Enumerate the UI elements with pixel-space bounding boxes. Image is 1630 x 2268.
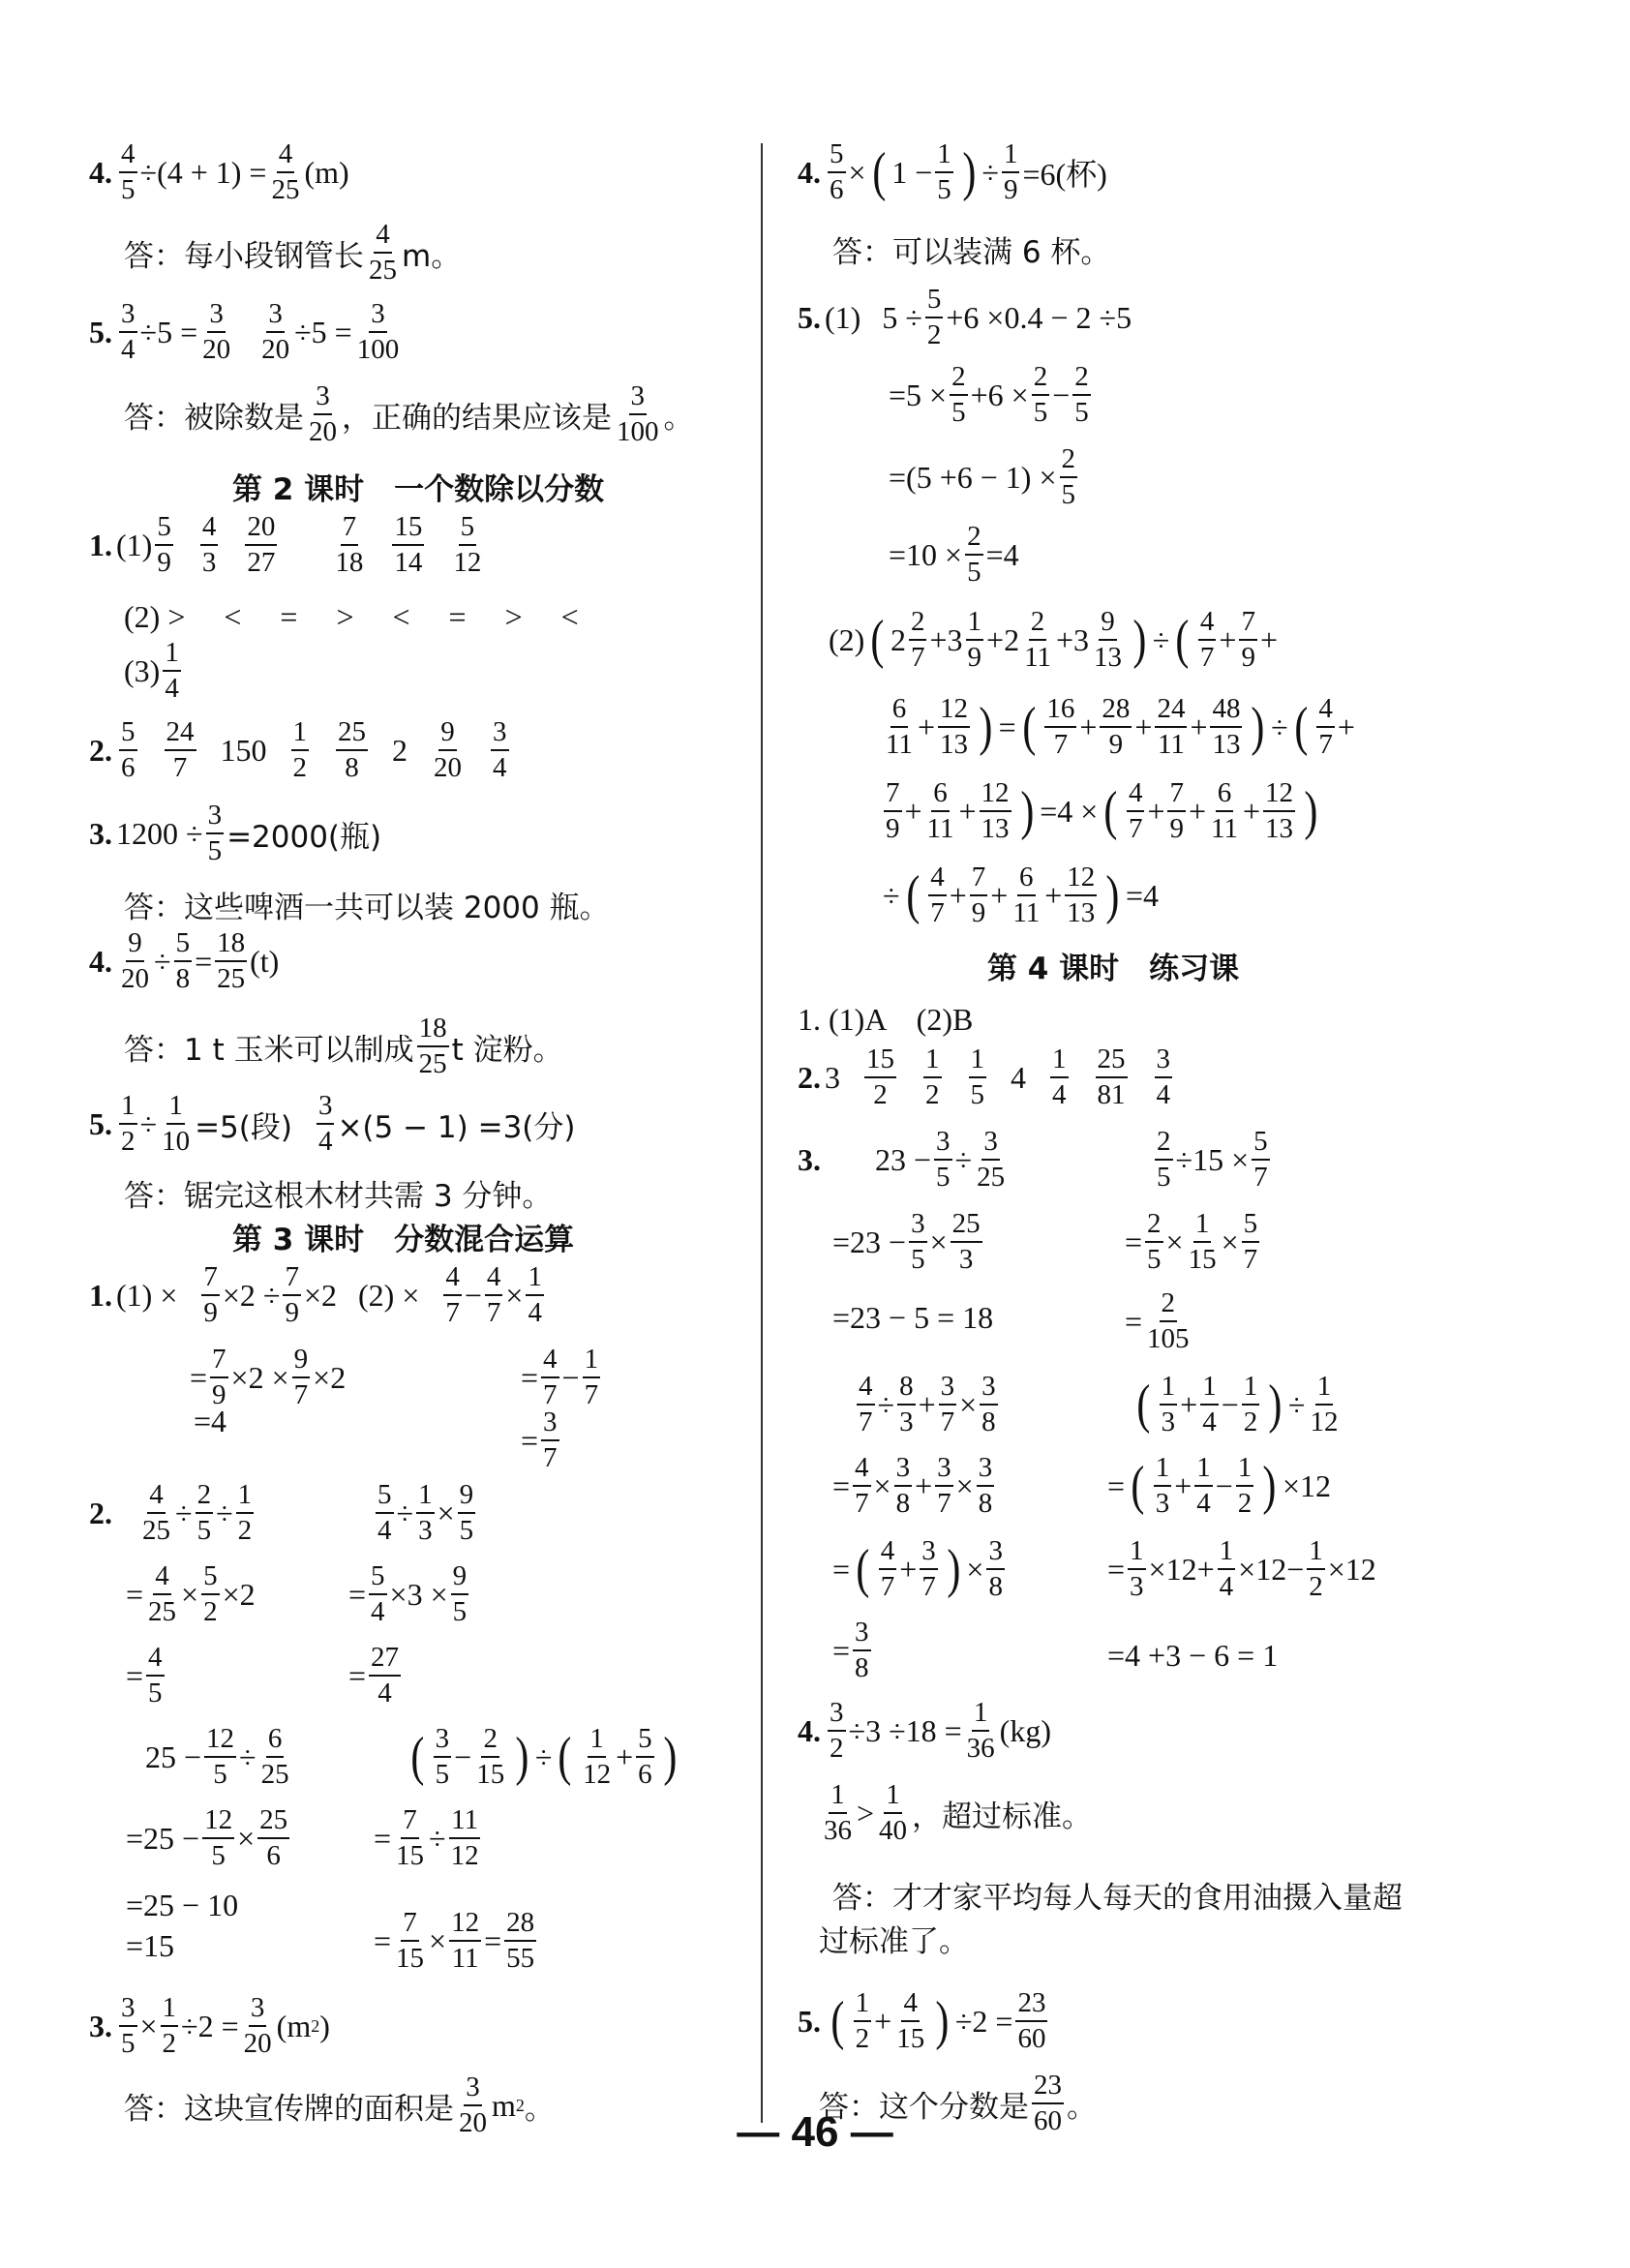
- l3-answer-2d-step1: = $\frac{7}{15}$ ÷ $\frac{11}{12}$: [374, 1804, 479, 1871]
- l4-answer-2: 2. 3 $\frac{15}{2}$ $\frac{1}{2}$ $\frac{1}{5}$ 4 $\frac{1}{4}$ $\frac{25}{81}$ $\frac{3}{4}$: [798, 1043, 1170, 1110]
- l3-answer-2c-step1: =25 − $\frac{12}{5}$ × $\frac{25}{6}$: [126, 1804, 288, 1871]
- l3-answer-2a-step1: = $\frac{4}{25}$ × $\frac{5}{2}$ ×2: [126, 1560, 256, 1627]
- l3-answer-3: 3. $\frac{3}{5}$ × $\frac{1}{2}$ ÷2 = $\frac{3}{20}$ (m 2 ): [89, 1992, 330, 2059]
- l3-answer-1: 1. (1) × $\frac{7}{9}$ ×2 ÷ $\frac{7}{9}$ ×2 (2) × $\frac{4}{7}$ − $\frac{4}{7}$ × $\frac{1}{4}$: [89, 1261, 542, 1328]
- l4-answer-4: 4. $\frac{3}{2}$ ÷3 ÷18 = $\frac{1}{36}$ (kg): [798, 1697, 1051, 1764]
- answer-5: 5. $\frac{3}{4}$ ÷5 = $\frac{3}{20}$ $\frac{3}{20}$ ÷5 = $\frac{3}{100}$: [89, 298, 400, 365]
- l4-answer-5-text: 答：这个分数是 $\frac{23}{60}$ 。: [819, 2070, 1097, 2136]
- l2-answer-3-text: 答：这些啤酒一共可以装 2000 瓶。: [124, 891, 610, 925]
- r-answer-5-2: (2) ( 2 $\frac{2}{7}$ +3 $\frac{1}{9}$ +2 $\frac{2}{11}$ +3 $\frac{9}{13}$ ) ÷ ( $\frac{4}{7}$ + $\frac{7}{9}$ +: [829, 606, 1279, 673]
- l2-answer-3: 3. 1200 ÷ $\frac{3}{5}$ =2000(瓶): [89, 800, 382, 866]
- l4-answer-3a-step2: =23 − 5 = 18: [832, 1300, 994, 1335]
- l4-answer-3d-step2: = $\frac{1}{3}$ ×12+ $\frac{1}{4}$ ×12− $\frac{1}{2}$ ×12: [1107, 1535, 1376, 1602]
- r-answer-5-1: 5. (1) 5 ÷ $\frac{5}{2}$ +6 ×0.4 − 2 ÷5: [798, 284, 1132, 350]
- l2-answer-4: 4. $\frac{9}{20}$ ÷ $\frac{5}{8}$ = $\frac{18}{25}$ (t): [89, 927, 280, 994]
- l3-answer-2b-step2: = $\frac{27}{4}$: [348, 1642, 400, 1709]
- l3-answer-1-step2: =4: [194, 1404, 227, 1438]
- l4-answer-3c-step1: = $\frac{4}{7}$ × $\frac{3}{8}$ + $\frac{3}{7}$ × $\frac{3}{8}$: [832, 1452, 993, 1519]
- r-answer-5-1-step1: =5 × $\frac{2}{5}$ +6 × $\frac{2}{5}$ − $\frac{2}{5}$: [889, 361, 1089, 428]
- l3-answer-2a: 2. $\frac{4}{25}$ ÷ $\frac{2}{5}$ ÷ $\frac{1}{2}$: [89, 1479, 253, 1546]
- l4-answer-3a-step1: =23 − $\frac{3}{5}$ × $\frac{25}{3}$: [832, 1208, 981, 1275]
- lesson-3-title: 第 3 课时 分数混合运算: [232, 1223, 575, 1257]
- l4-answer-3c: $\frac{4}{7}$ ÷ $\frac{8}{3}$ + $\frac{3}{7}$ × $\frac{3}{8}$: [859, 1371, 996, 1437]
- answer-4: 4. $\frac{4}{5}$ ÷(4 + 1) = $\frac{4}{25}$ (m): [89, 138, 349, 205]
- l3-answer-2a-step2: = $\frac{4}{5}$: [126, 1642, 163, 1709]
- l2-answer-5: 5. $\frac{1}{2}$ ÷ $\frac{1}{10}$ =5(段) $\frac{3}{4}$ ×(5 − 1) =3(分): [89, 1090, 576, 1157]
- l4-answer-3b: $\frac{2}{5}$ ÷15 × $\frac{5}{7}$: [1157, 1126, 1268, 1193]
- l3-answer-2b-step1: = $\frac{5}{4}$ ×3 × $\frac{9}{5}$: [348, 1560, 468, 1627]
- l2-answer-1-2: (2) > < = > < = > <: [124, 599, 579, 634]
- l2-answer-1-3: (3) $\frac{1}{4}$: [124, 637, 179, 704]
- column-divider: [761, 143, 763, 2123]
- l3-answer-3-text: 答：这块宣传牌的面积是 $\frac{3}{20}$ m 2 。: [124, 2071, 555, 2138]
- r-answer-5-1-step3: =10 × $\frac{2}{5}$ =4: [889, 521, 1019, 588]
- l3-answer-2c-step3: =15: [126, 1928, 175, 1963]
- l3-answer-2b: $\frac{5}{4}$ ÷ $\frac{1}{3}$ × $\frac{9}{5}$: [377, 1479, 474, 1546]
- l4-answer-4-text1: 答：才才家平均每人每天的食用油摄入量超: [832, 1881, 1403, 1916]
- l4-answer-1: 1. (1)A (2)B: [798, 1002, 974, 1037]
- l2-answer-5-text: 答：锯完这根木材共需 3 分钟。: [124, 1179, 553, 1214]
- l4-answer-3c-step2: = ( $\frac{4}{7}$ + $\frac{3}{7}$ ) × $\frac{3}{8}$: [832, 1535, 1003, 1602]
- r-answer-4: 4. $\frac{5}{6}$ × ( 1 − $\frac{1}{5}$ ) ÷ $\frac{1}{9}$ =6(杯): [798, 138, 1107, 205]
- l4-answer-3d-step3: =4 +3 − 6 = 1: [1107, 1638, 1279, 1673]
- r-answer-5-2-line2: $\frac{6}{11}$ + $\frac{12}{13}$ ) = ( $\frac{16}{7}$ + $\frac{28}{9}$ + $\frac{24}{11}$ + $\frac{48}{13}$ ) ÷ ( $\frac{4}{7}$ +: [886, 693, 1355, 760]
- l3-answer-1-step1: = $\frac{7}{9}$ ×2 × $\frac{9}{7}$ ×2: [190, 1344, 347, 1410]
- l4-answer-4-compare: $\frac{1}{36}$ > $\frac{1}{40}$ ， 超过标准。: [824, 1779, 1093, 1846]
- l3-answer-2c: 25 − $\frac{12}{5}$ ÷ $\frac{6}{25}$: [145, 1723, 289, 1790]
- answer-5-text: 答：被除数是 $\frac{3}{20}$ ，正确的结果应该是 $\frac{3}{100}$ 。: [124, 380, 694, 447]
- l4-answer-5: 5. ( $\frac{1}{2}$ + $\frac{4}{15}$ ) ÷2 = $\frac{23}{60}$: [798, 1987, 1046, 2054]
- l4-answer-3c-step3: = $\frac{3}{8}$: [832, 1617, 869, 1683]
- page-number: — 46 —: [737, 2108, 893, 2156]
- lesson-4-title: 第 4 课时 练习课: [987, 952, 1240, 986]
- answer-4-text: 答：每小段钢管长 $\frac{4}{25}$ m。: [124, 219, 462, 286]
- r-answer-5-2-line4: ÷ ( $\frac{4}{7}$ + $\frac{7}{9}$ + $\frac{6}{11}$ + $\frac{12}{13}$ ) =4: [883, 862, 1159, 928]
- r-answer-4-text: 答：可以装满 6 杯。: [832, 235, 1111, 270]
- l4-answer-3b-step1: = $\frac{2}{5}$ × $\frac{1}{15}$ × $\frac{5}{7}$: [1125, 1208, 1258, 1275]
- l2-answer-4-text: 答：1 t 玉米可以制成 $\frac{18}{25}$ t 淀粉。: [124, 1013, 563, 1079]
- l3-answer-2c-step2: =25 − 10: [126, 1888, 239, 1922]
- l4-answer-3b-step2: = $\frac{2}{105}$: [1125, 1287, 1190, 1354]
- l3-answer-2d: ( $\frac{3}{5}$ − $\frac{2}{15}$ ) ÷ ( $\frac{1}{12}$ + $\frac{5}{6}$ ): [410, 1723, 677, 1790]
- l4-answer-4-text2: 过标准了。: [819, 1924, 969, 1959]
- l3-answer-1-2-step2: = $\frac{3}{7}$: [521, 1406, 558, 1473]
- l3-answer-1-2-step1: = $\frac{4}{7}$ − $\frac{1}{7}$: [521, 1344, 599, 1410]
- r-answer-5-1-step2: =(5 +6 − 1) × $\frac{2}{5}$: [889, 443, 1075, 510]
- l4-answer-3a: 3. 23 − $\frac{3}{5}$ ÷ $\frac{3}{25}$: [798, 1126, 1006, 1193]
- l4-answer-3d: ( $\frac{1}{3}$ + $\frac{1}{4}$ − $\frac{1}{2}$ ) ÷ $\frac{1}{12}$: [1136, 1371, 1339, 1437]
- r-answer-5-2-line3: $\frac{7}{9}$ + $\frac{6}{11}$ + $\frac{12}{13}$ ) =4 × ( $\frac{4}{7}$ + $\frac{7}{9}$ + $\frac{6}{11}$ + $\frac{12}{13}$ ): [886, 777, 1318, 844]
- l2-answer-1: 1. (1) $\frac{5}{9}$ $\frac{4}{3}$ $\frac{20}{27}$ $\frac{7}{18}$ $\frac{15}{14}$ $\frac{5}{12}$: [89, 511, 482, 578]
- l3-answer-2d-step2: = $\frac{7}{15}$ × $\frac{12}{11}$ = $\frac{28}{55}$: [374, 1907, 535, 1974]
- lesson-2-title: 第 2 课时 一个数除以分数: [232, 472, 605, 507]
- l2-answer-2: 2. $\frac{5}{6}$ $\frac{24}{7}$ 150 $\frac{1}{2}$ $\frac{25}{8}$ 2 $\frac{9}{20}$ $\frac{3}{4}$: [89, 716, 507, 783]
- l4-answer-3d-step1: = ( $\frac{1}{3}$ + $\frac{1}{4}$ − $\frac{1}{2}$ ) ×12: [1107, 1452, 1331, 1519]
